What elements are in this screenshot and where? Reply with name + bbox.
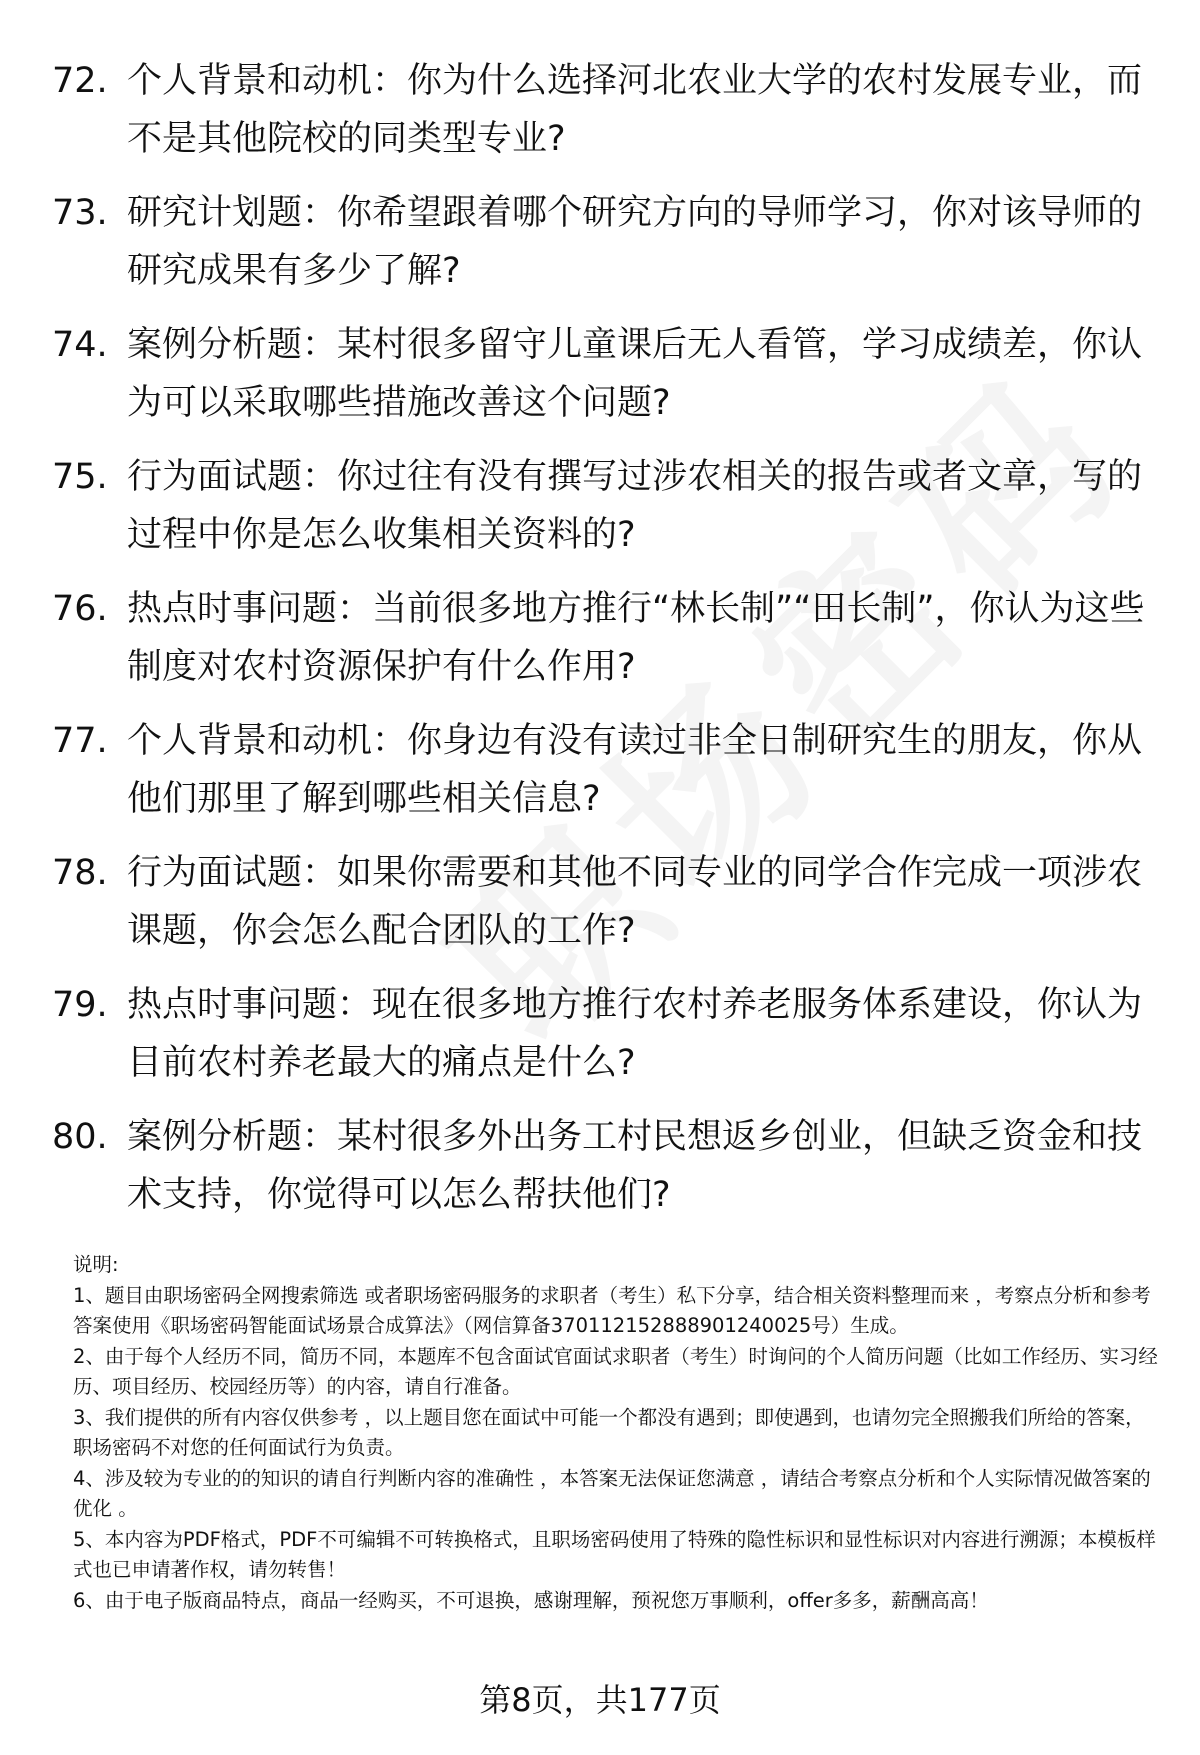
question-text: 案例分析题：某村很多留守儿童课后无人看管，学习成绩差，你认为可以采取哪些措施改善这个问题? bbox=[127, 325, 1143, 423]
question-text: 行为面试题：你过往有没有撰写过涉农相关的报告或者文章，写的过程中你是怎么收集相关资料的? bbox=[127, 457, 1143, 555]
question-number: 76. bbox=[52, 589, 108, 629]
question-list bbox=[52, 52, 1152, 1240]
question-text: 热点时事问题：当前很多地方推行“林长制”“田长制”，你认为这些制度对农村资源保护有什么作用? bbox=[127, 589, 1145, 687]
question-number: 77. bbox=[52, 721, 108, 761]
note-item-6: 6、由于电子版商品特点，商品一经购买，不可退换，感谢理解，预祝您万事顺利，offer多多，薪酬高高！ bbox=[73, 1588, 989, 1612]
question-number: 73. bbox=[52, 193, 108, 233]
question-number: 75. bbox=[52, 457, 108, 497]
question-number: 79. bbox=[52, 985, 108, 1025]
note-item-4: 4、涉及较为专业的的知识的请自行判断内容的准确性 ，本答案无法保证您满意 ，请结合考察点分析和个人实际情况做答案的优化 。 bbox=[73, 1466, 1151, 1520]
question-item-79 bbox=[52, 976, 1152, 1108]
notes-section bbox=[73, 1250, 1163, 1616]
question-number: 72. bbox=[52, 61, 108, 101]
note-item-3: 3、我们提供的所有内容仅供参考 ，以上题目您在面试中可能一个都没有遇到；即使遇到，也请勿完全照搬我们所给的答案，职场密码不对您的任何面试行为负责。 bbox=[73, 1405, 1145, 1459]
question-item-74 bbox=[52, 316, 1152, 448]
question-item-76 bbox=[52, 580, 1152, 712]
question-text: 行为面试题：如果你需要和其他不同专业的同学合作完成一项涉农课题，你会怎么配合团队的工作? bbox=[127, 853, 1143, 951]
note-item-5: 5、本内容为PDF格式，PDF不可编辑不可转换格式，且职场密码使用了特殊的隐性标识和显性标识对内容进行溯源；本模板样式也已申请著作权，请勿转售！ bbox=[73, 1527, 1156, 1581]
question-text: 案例分析题：某村很多外出务工村民想返乡创业，但缺乏资金和技术支持，你觉得可以怎么帮扶他们? bbox=[127, 1117, 1143, 1215]
question-text: 个人背景和动机：你为什么选择河北农业大学的农村发展专业，而不是其他院校的同类型专业? bbox=[127, 61, 1143, 159]
question-item-77 bbox=[52, 712, 1152, 844]
note-item-1: 1、题目由职场密码全网搜索筛选 或者职场密码服务的求职者（考生）私下分享，结合相关资料整理而来 ，考察点分析和参考答案使用《职场密码智能面试场景合成算法》（网信算备37011215288890124002​5号）生成。 bbox=[73, 1283, 1151, 1337]
question-item-72 bbox=[52, 52, 1152, 184]
question-number: 74. bbox=[52, 325, 108, 365]
question-item-73 bbox=[52, 184, 1152, 316]
question-number: 80. bbox=[52, 1117, 108, 1157]
question-text: 热点时事问题：现在很多地方推行农村养老服务体系建设，你认为目前农村养老最大的痛点是什么? bbox=[127, 985, 1143, 1083]
question-text: 个人背景和动机：你身边有没有读过非全日制研究生的朋友，你从他们那里了解到哪些相关信息? bbox=[127, 721, 1143, 819]
question-number: 78. bbox=[52, 853, 108, 893]
question-text: 研究计划题：你希望跟着哪个研究方向的导师学习，你对该导师的研究成果有多少了解? bbox=[127, 193, 1143, 291]
question-item-78 bbox=[52, 844, 1152, 976]
question-item-80 bbox=[52, 1108, 1152, 1240]
page-number-footer: 第8页，共177页 bbox=[479, 1681, 721, 1719]
notes-heading: 说明: bbox=[73, 1253, 119, 1276]
note-item-2: 2、由于每个人经历不同，简历不同，本题库不包含面试官面试求职者（考生）时询问的个人简历问题（比如工作经历、实习经历、项目经历、校园经历等）的内容，请自行准备。 bbox=[73, 1344, 1158, 1398]
question-item-75 bbox=[52, 448, 1152, 580]
